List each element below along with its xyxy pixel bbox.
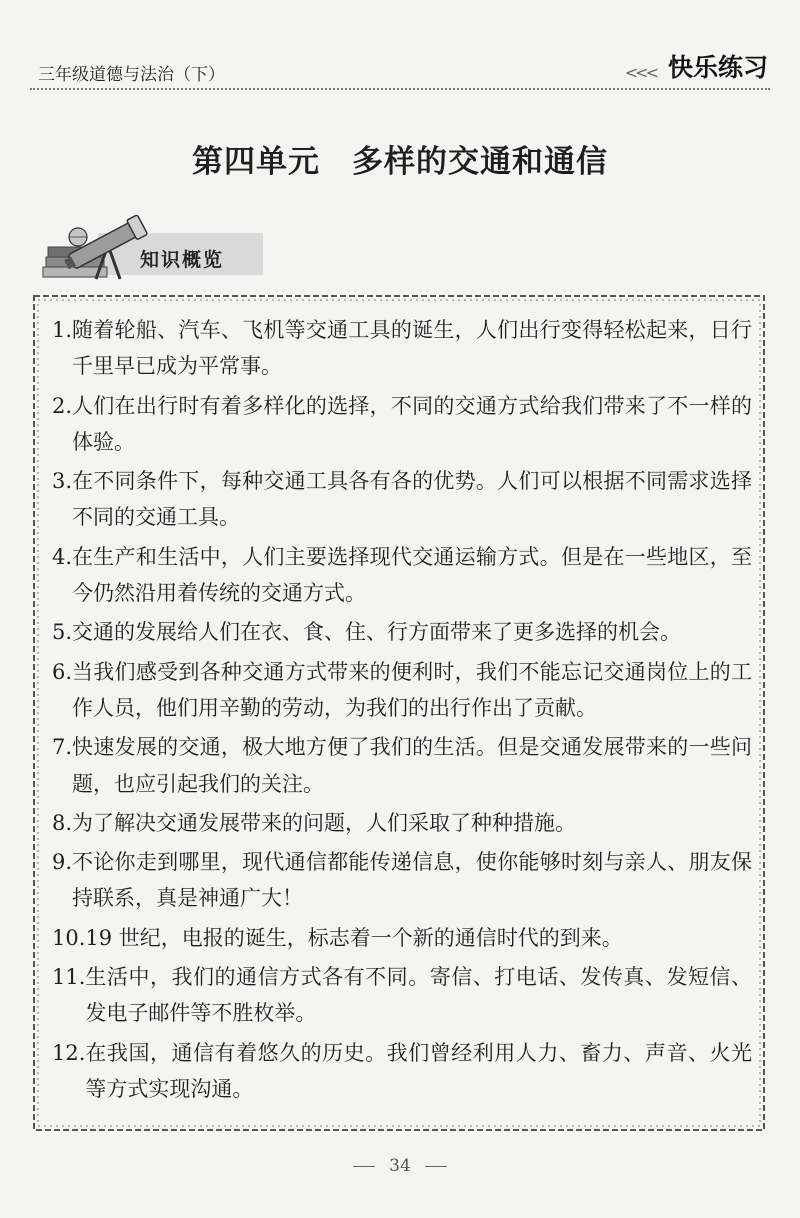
header-tag: 快乐练习 (667, 53, 768, 82)
item-text: 在生产和生活中，人们主要选择现代交通运输方式。但是在一些地区，至今仍然沿用着传统的交通方式。 (72, 544, 752, 606)
knowledge-frame (30, 292, 768, 1134)
item-text: 为了解决交通发展带来的问题，人们采取了种种措施。 (72, 810, 577, 835)
item-number: 1. (52, 318, 73, 342)
item-number: 12. (52, 1040, 86, 1065)
unit-title: 第四单元 多样的交通和通信 (192, 144, 608, 180)
page-number: 34 (389, 1156, 411, 1176)
item-text: 不论你走到哪里，现代通信都能传递信息，使你能够时刻与亲人、朋友保持联系，真是神通广大！ (72, 850, 752, 911)
list-item (52, 614, 752, 650)
item-text: 在不同条件下，每种交通工具各有各的优势。人们可以根据不同需求选择不同的交通工具。 (72, 469, 752, 530)
list-item (52, 805, 752, 841)
list-item (52, 388, 752, 461)
list-item (52, 729, 752, 802)
list-item (52, 844, 752, 917)
item-number: 8. (52, 810, 73, 835)
section-banner (38, 205, 268, 287)
item-text: 当我们感受到各种交通方式带来的便利时，我们不能忘记交通岗位上的工作人员，他们用辛勤的劳动，为我们的出行作出了贡献。 (72, 659, 752, 720)
footer-dash-left (353, 1166, 375, 1167)
item-number: 6. (52, 659, 73, 684)
list-item (52, 654, 752, 727)
item-number: 9. (52, 850, 73, 875)
item-text: 人们在出行时有着多样化的选择，不同的交通方式给我们带来了不一样的体验。 (72, 393, 752, 454)
footer-dash-right (425, 1166, 447, 1167)
list-item (52, 312, 752, 385)
list-item (52, 539, 752, 612)
page-header (30, 38, 770, 90)
triple-chevron-left-icon: <<< (624, 62, 656, 82)
list-item (52, 920, 752, 956)
item-text: 快速发展的交通，极大地方便了我们的生活。但是交通发展带来的一些问题，也应引起我们的关注。 (72, 735, 752, 796)
item-number: 10. (52, 925, 86, 950)
page-footer (0, 1156, 800, 1176)
item-text: 生活中，我们的通信方式各有不同。寄信、打电话、发传真、发短信、发电子邮件等不胜枚举。 (85, 965, 752, 1026)
list-item (52, 959, 752, 1032)
list-item (52, 463, 752, 536)
header-divider (30, 88, 770, 90)
item-number: 2. (52, 393, 73, 418)
item-text: 19 世纪，电报的诞生，标志着一个新的通信时代的到来。 (85, 925, 623, 950)
item-number: 5. (52, 620, 73, 645)
item-text: 交通的发展给人们在衣、食、住、行方面带来了更多选择的机会。 (72, 620, 682, 645)
list-item (52, 1035, 752, 1108)
section-label: 知识概览 (140, 249, 225, 271)
item-number: 3. (52, 469, 73, 494)
item-number: 11. (52, 965, 86, 990)
item-text: 在我国，通信有着悠久的历史。我们曾经利用人力、畜力、声音、火光等方式实现沟通。 (85, 1040, 752, 1101)
book-title: 三年级道德与法治（下） (38, 65, 225, 85)
item-number: 4. (52, 544, 73, 569)
item-text: 随着轮船、汽车、飞机等交通工具的诞生，人们出行变得轻松起来，日行千里早已成为平常事。 (72, 318, 752, 379)
knowledge-list (52, 312, 752, 1110)
item-number: 7. (52, 735, 73, 760)
header-tag-group (625, 48, 768, 84)
